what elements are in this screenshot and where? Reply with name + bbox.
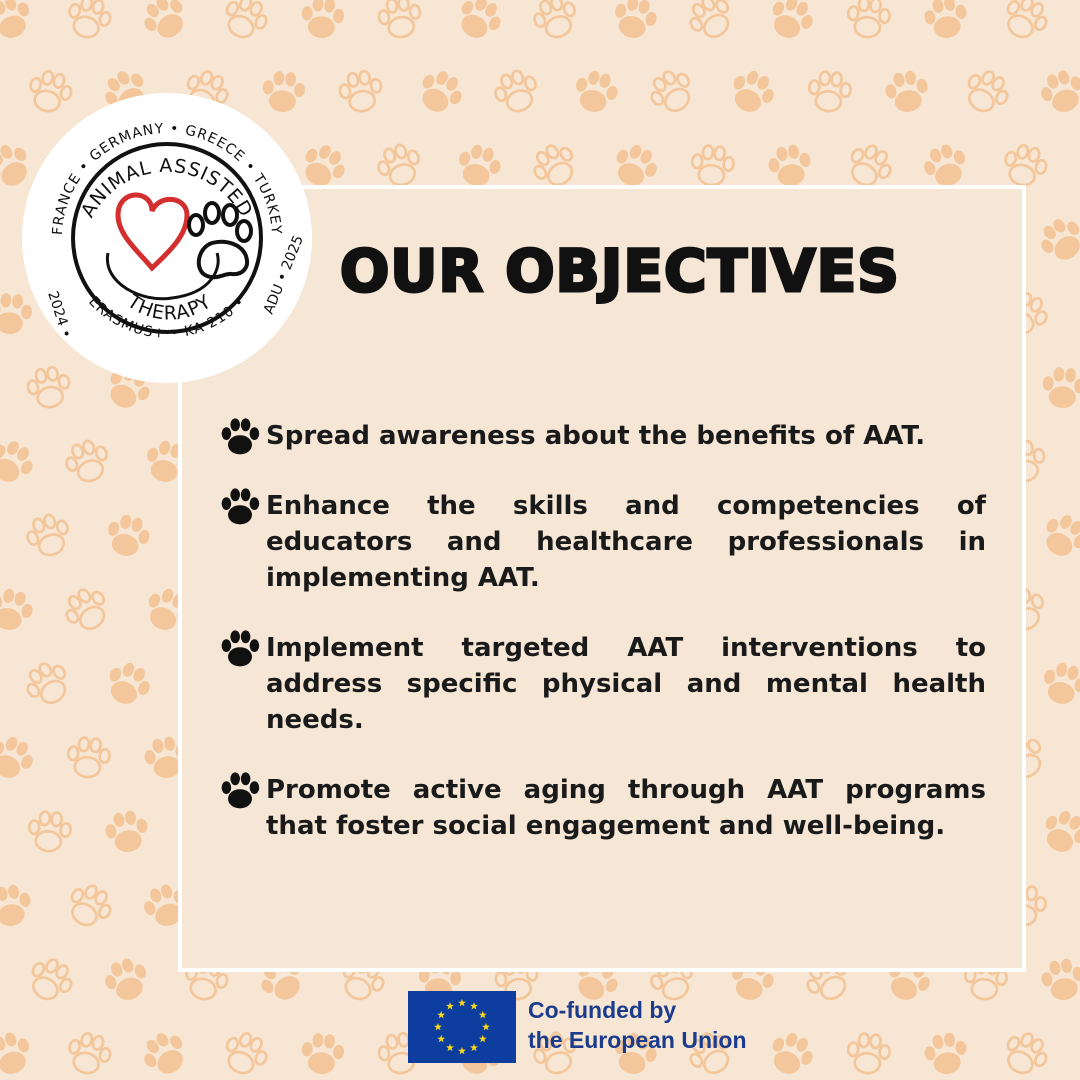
background-paw-icon <box>725 65 780 120</box>
objective-item <box>220 630 986 738</box>
background-paw-icon <box>100 953 154 1006</box>
background-paw-icon <box>101 657 156 712</box>
objective-text: Enhance the skills and competencies of educators and healthcare professionals in implementing AAT. <box>266 491 986 593</box>
background-paw-icon <box>764 0 819 45</box>
background-paw-icon <box>300 0 346 40</box>
background-paw-icon <box>300 1032 346 1076</box>
background-paw-icon <box>490 66 542 117</box>
background-paw-icon <box>1033 211 1080 268</box>
background-paw-icon <box>922 1030 971 1077</box>
background-paw-icon <box>1036 65 1080 118</box>
objective-item <box>220 418 986 454</box>
logo-year-start: 2024 • <box>44 289 75 341</box>
svg-text:ANIMAL ASSISTED <box>77 155 257 221</box>
paw-icon <box>220 416 260 456</box>
eu-funding-footer <box>408 991 768 1065</box>
background-paw-icon <box>20 656 76 712</box>
background-paw-icon <box>218 0 272 44</box>
background-paw-icon <box>59 582 115 638</box>
background-paw-icon <box>1076 731 1080 786</box>
heart-icon <box>118 195 187 268</box>
project-logo <box>22 93 312 383</box>
objective-item <box>220 772 986 844</box>
background-paw-icon <box>883 68 932 115</box>
background-paw-icon <box>337 69 385 115</box>
background-paw-icon <box>62 879 117 934</box>
paw-icon <box>220 628 260 668</box>
cofunded-label <box>528 995 747 1055</box>
background-paw-icon <box>103 808 152 855</box>
background-paw-icon <box>451 0 508 46</box>
background-paw-icon <box>136 1025 194 1080</box>
background-paw-icon <box>0 434 40 490</box>
background-paw-icon <box>922 0 971 41</box>
background-paw-icon <box>64 1029 114 1078</box>
objective-text: Implement targeted AAT interventions to address specific physical and mental health needs. <box>266 633 986 735</box>
background-paw-icon <box>764 1027 819 1080</box>
background-paw-icon <box>1036 508 1080 564</box>
logo-countries: FRANCE • GERMANY • GREECE • TURKEY <box>49 120 285 236</box>
background-paw-icon <box>102 511 153 561</box>
background-paw-icon <box>766 142 815 189</box>
background-paw-icon <box>1075 434 1080 490</box>
objective-text: Promote active aging through AAT programs that foster social engagement and well-being. <box>266 775 986 841</box>
background-paw-icon <box>22 510 74 561</box>
background-paw-icon <box>1037 805 1080 860</box>
background-paw-icon <box>998 1027 1053 1080</box>
background-paw-icon <box>1038 659 1080 709</box>
background-paw-icon <box>1075 1027 1080 1080</box>
background-paw-icon <box>570 67 621 117</box>
background-paw-icon <box>529 0 581 43</box>
page-title: OUR OBJECTIVES <box>340 237 900 305</box>
background-paw-icon <box>683 0 739 46</box>
background-paw-icon <box>1072 137 1080 194</box>
background-paw-icon <box>0 1027 36 1080</box>
objectives-list <box>220 418 986 878</box>
background-paw-icon <box>218 1027 272 1080</box>
background-paw-icon <box>1000 141 1050 190</box>
background-paw-icon <box>846 1032 891 1075</box>
background-paw-icon <box>1039 956 1080 1003</box>
background-paw-icon <box>23 953 78 1008</box>
logo-seal <box>22 93 312 383</box>
background-paw-icon <box>412 64 469 120</box>
background-paw-icon <box>609 0 660 43</box>
eu-flag-icon <box>408 991 516 1063</box>
background-paw-icon <box>61 436 113 487</box>
background-paw-icon <box>453 141 504 191</box>
background-paw-icon <box>0 731 39 786</box>
background-paw-icon <box>376 0 424 40</box>
background-paw-icon <box>0 0 36 44</box>
background-paw-icon <box>846 0 891 39</box>
background-paw-icon <box>136 0 194 47</box>
paw-icon <box>220 770 260 810</box>
cofunded-line-2: the European Union <box>528 1027 747 1053</box>
background-paw-icon <box>64 0 114 42</box>
background-paw-icon <box>1075 0 1080 44</box>
background-paw-icon <box>690 144 735 187</box>
background-paw-icon <box>0 585 37 635</box>
background-paw-icon <box>27 810 72 853</box>
background-paw-icon <box>807 70 852 113</box>
logo-program: ERASMUS+ • KA 210 • <box>85 293 249 342</box>
logo-inner-title: ANIMAL ASSISTED <box>76 154 258 222</box>
background-paw-icon <box>0 882 34 929</box>
objective-text: Spread awareness about the benefits of AAT. <box>266 421 926 451</box>
paw-icon <box>220 486 260 526</box>
background-paw-icon <box>1041 366 1080 410</box>
background-paw-icon <box>373 140 425 191</box>
background-paw-icon <box>959 65 1014 120</box>
logo-inner-subtitle: THERAPY <box>123 290 216 325</box>
svg-text:FRANCE • GERMANY • GREECE • TU <box>50 121 284 236</box>
cofunded-line-1: Co-funded by <box>528 997 677 1023</box>
background-paw-icon <box>998 0 1053 45</box>
background-paw-icon <box>66 736 111 779</box>
logo-year-end: ADU • 2025 <box>260 233 307 317</box>
objective-item <box>220 488 986 596</box>
background-paw-icon <box>644 64 700 120</box>
